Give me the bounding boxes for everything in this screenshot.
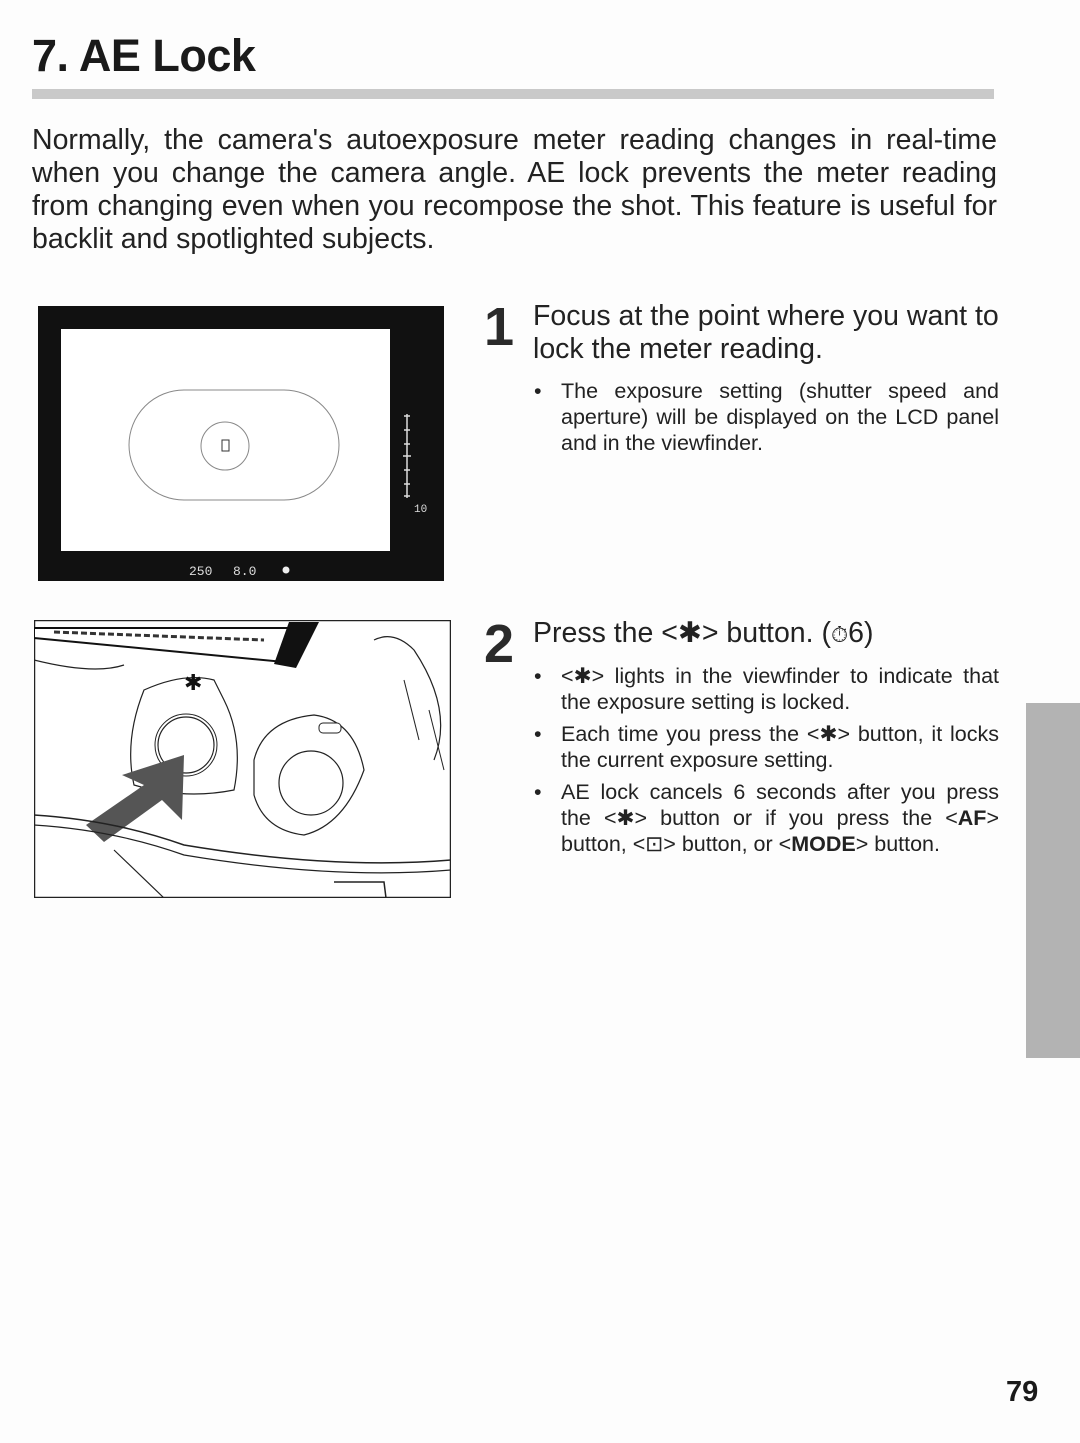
metering-mode-icon: ⊡	[645, 832, 664, 856]
title-rule	[32, 89, 994, 99]
page-number: 79	[1006, 1376, 1039, 1408]
viewfinder-shutter-speed: 250	[189, 564, 213, 579]
step-number: 1	[484, 297, 515, 357]
ae-lock-star-icon: ✱	[819, 722, 838, 746]
step-1	[484, 297, 999, 462]
step-heading: Press the <✱> button. (⏱6)	[533, 617, 874, 649]
step-number: 2	[484, 614, 515, 674]
viewfinder-aperture: 8.0	[233, 564, 257, 579]
step-heading: Focus at the point where you want to lock the meter reading.	[533, 300, 999, 365]
intro-paragraph: Normally, the camera's autoexposure meter reading changes in real-time when you change the camera angle. AE lock prevents the meter reading from changing even when you recompose the shot. This feature is useful for backlit and spotlighted subjects.	[32, 124, 997, 255]
camera-illustration	[34, 620, 451, 898]
ae-lock-star-icon: ✱	[616, 806, 635, 830]
mode-button-label: MODE	[791, 832, 856, 856]
bullet-dot: •	[534, 722, 542, 746]
step-2	[484, 614, 999, 863]
ae-lock-star-icon: ✱	[677, 617, 702, 649]
ae-lock-button-label: ✱	[184, 670, 203, 695]
bullet-item: • The exposure setting (shutter speed and aperture) will be displayed on the LCD panel and in the viewfinder.	[534, 379, 999, 455]
bullet-item: • <✱> lights in the viewfinder to indicate that the exposure setting is locked.	[534, 664, 999, 714]
bullet-dot: •	[534, 780, 542, 804]
ae-lock-star-icon: ✱	[573, 664, 592, 688]
bullet-item: • AE lock cancels 6 seconds after you press the <✱> button or if you press the <AF> button, <⊡> button, or <MODE> button.	[534, 780, 999, 856]
bullet-item: • Each time you press the <✱> button, it locks the current exposure setting.	[534, 722, 999, 772]
section-tab-marker	[1026, 703, 1080, 1058]
step-2-bullets	[533, 663, 999, 857]
step-1-bullets	[533, 378, 999, 456]
ae-lock-indicator-icon	[283, 567, 290, 574]
viewfinder-illustration	[38, 306, 444, 581]
timer-icon: ⏱	[830, 622, 849, 647]
bullet-dot: •	[534, 664, 542, 688]
page-title: 7. AE Lock	[32, 30, 256, 81]
viewfinder-side-value: 10	[414, 504, 428, 516]
bullet-dot: •	[534, 379, 542, 403]
af-button-label: AF	[957, 806, 987, 830]
